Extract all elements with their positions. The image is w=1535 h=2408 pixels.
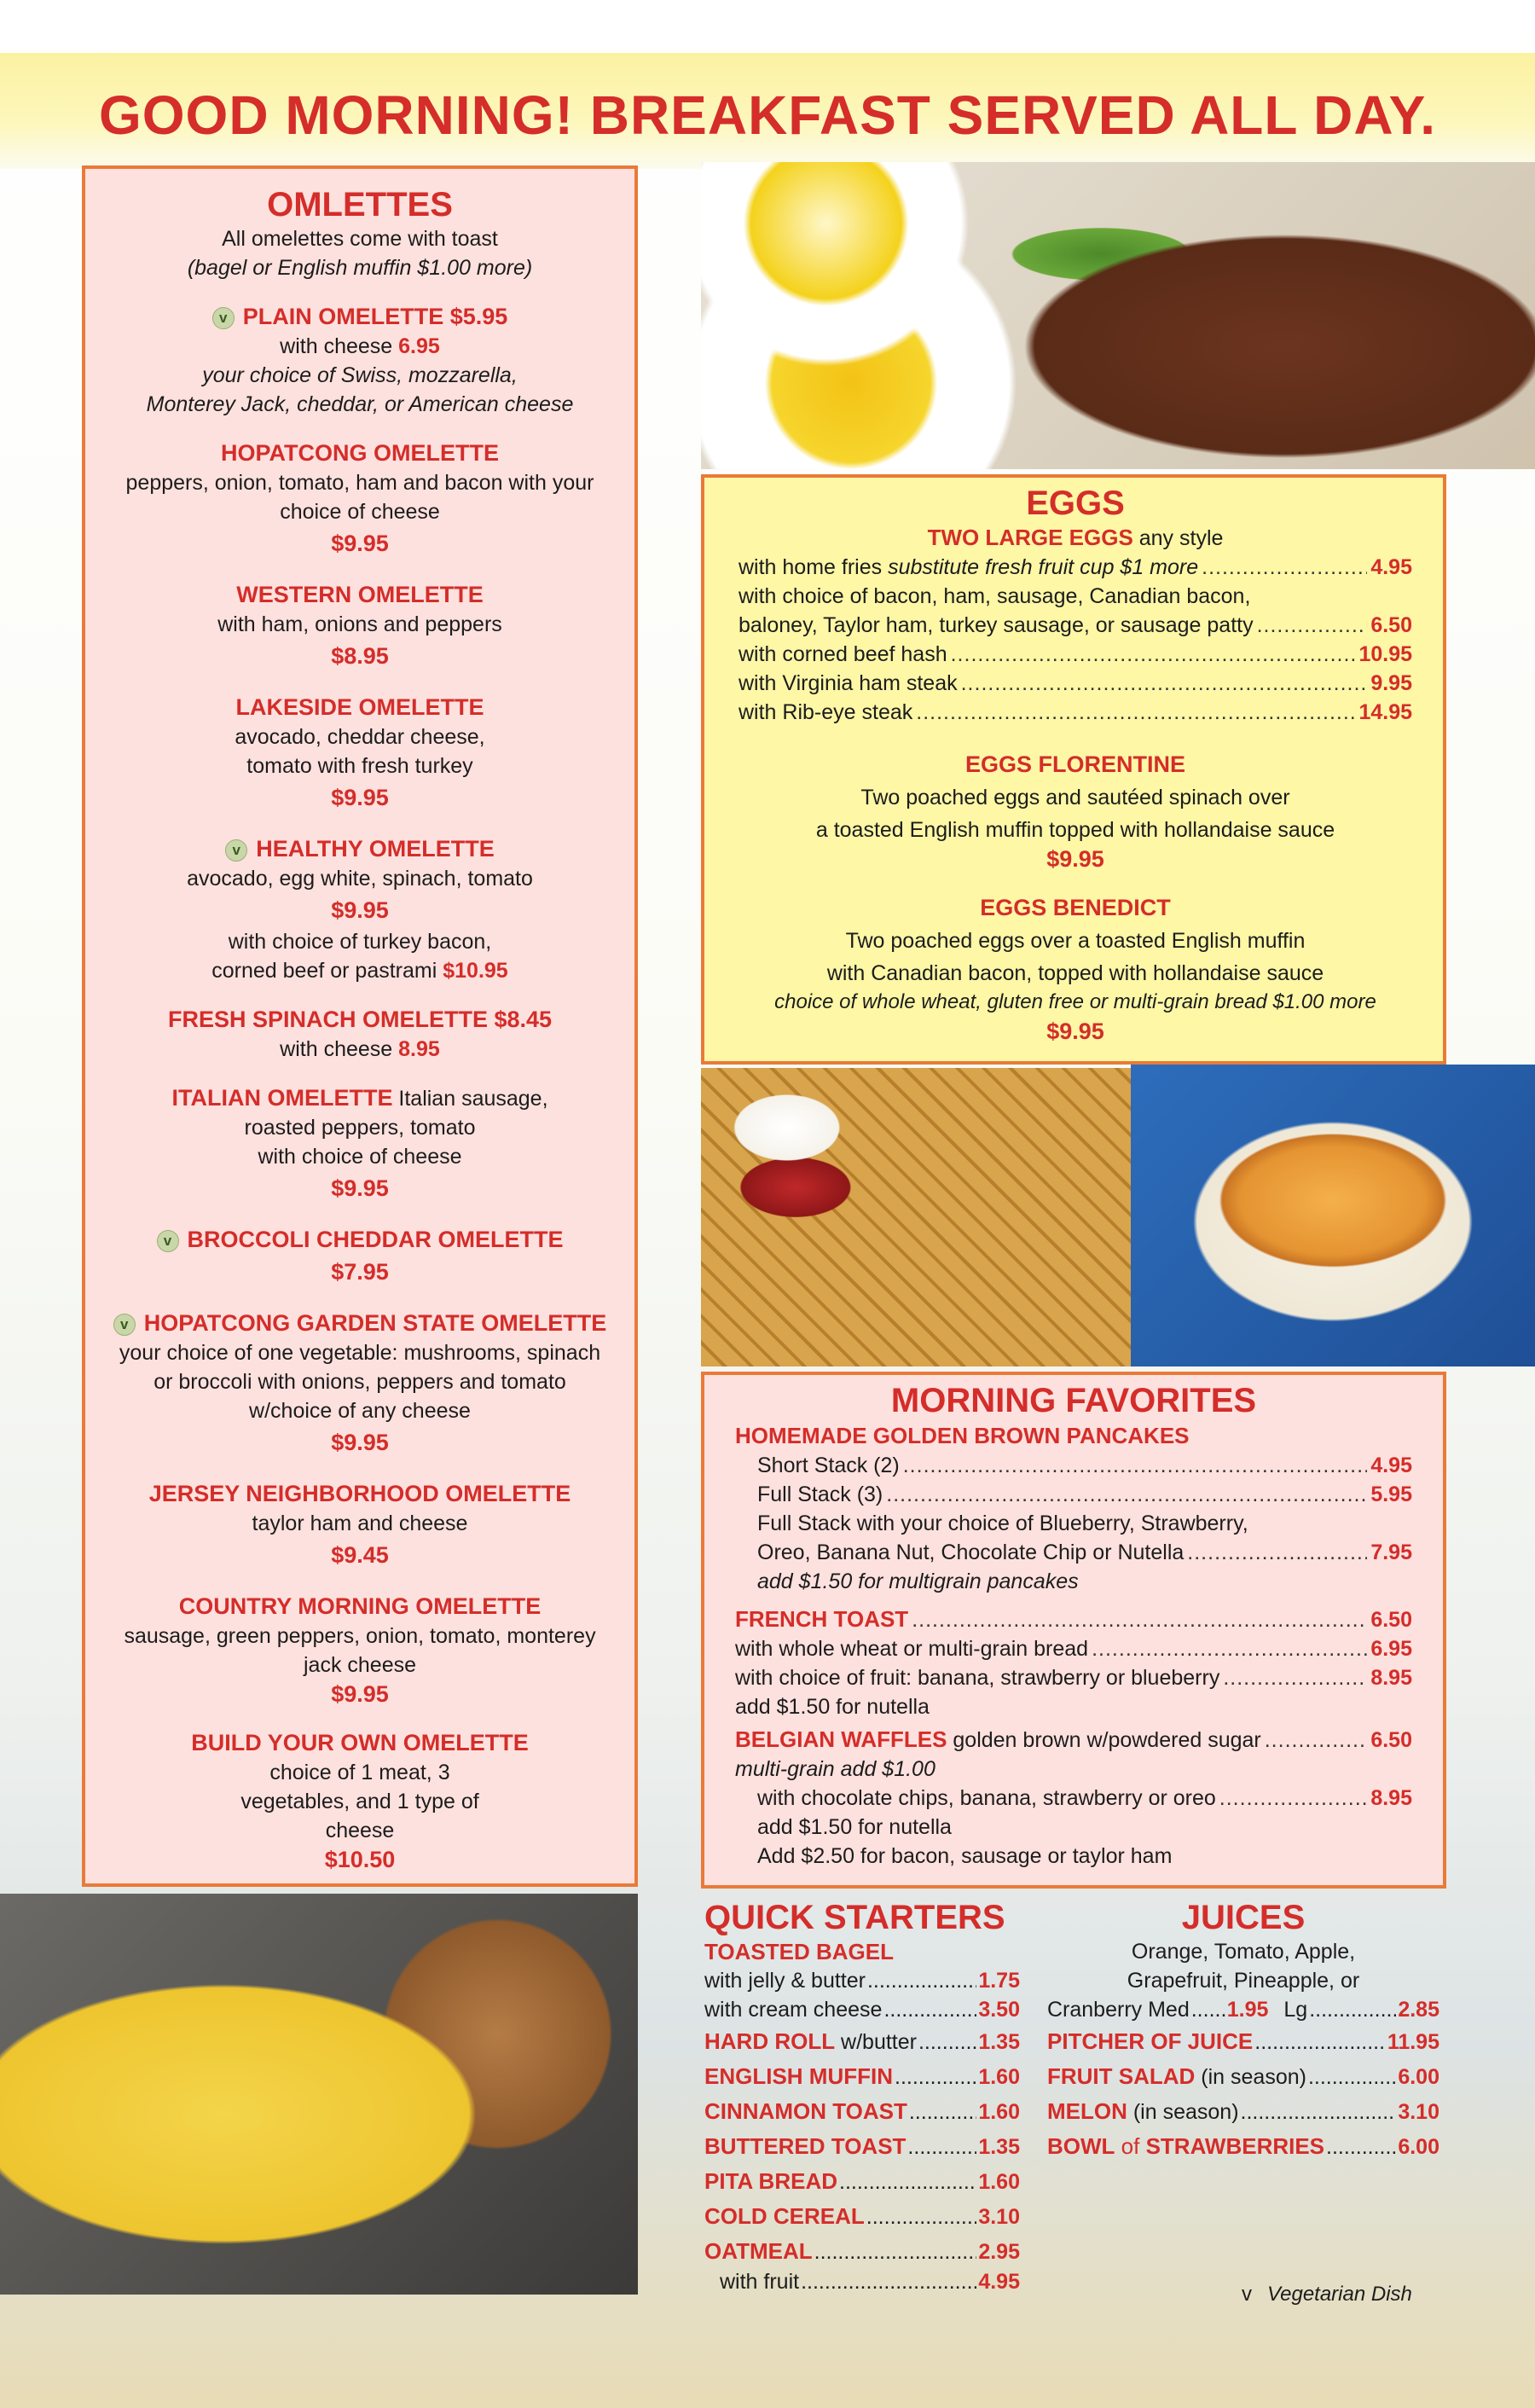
text-eggs-florentine-desc-2: a toasted English muffin topped with hollandaise sauce bbox=[815, 818, 1335, 842]
text-omelettes-italian-price: $9.95 bbox=[331, 1175, 389, 1201]
text-eggs-rows-0-label: with home fries bbox=[739, 555, 889, 579]
text-omelettes-western-name: WESTERN OMELETTE bbox=[236, 582, 484, 607]
text-favorites-full-choice-2: Oreo, Banana Nut, Chocolate Chip or Nutella bbox=[757, 1541, 1185, 1564]
text-juices-bowl-1: BOWL bbox=[1047, 2133, 1115, 2159]
dot-leader bbox=[912, 1605, 1367, 1634]
waffle-photo bbox=[701, 1068, 1131, 1366]
text-favorites-ft-wheat-price: 6.95 bbox=[1370, 1637, 1412, 1661]
text-quick-starters-cereal-price: 3.10 bbox=[978, 2205, 1020, 2229]
text-omelettes-spinach-name: FRESH SPINACH OMELETTE $8.45 bbox=[167, 1007, 553, 1032]
text-quick-starters-pita-price: 1.60 bbox=[978, 2170, 1020, 2194]
text-juices-med-price: 1.95 bbox=[1226, 1998, 1269, 2022]
text-eggs-any-style: any style bbox=[1138, 526, 1224, 550]
quick-starters-section bbox=[704, 1899, 1020, 2295]
text-favorites-french-toast: FRENCH TOAST bbox=[735, 1606, 909, 1632]
text-eggs-rows-0-label-italic: substitute fresh fruit cup $1 more bbox=[888, 555, 1199, 579]
text-omelettes-lakeside-price: $9.95 bbox=[331, 785, 389, 810]
text-juices-salad-price: 6.00 bbox=[1398, 2065, 1439, 2089]
text-favorites-short-price: 4.95 bbox=[1370, 1454, 1412, 1477]
pancake-photo bbox=[1131, 1065, 1535, 1366]
text-eggs-rows-4-label: with Virginia ham steak bbox=[739, 671, 958, 695]
text-juices-pitcher-price: 11.95 bbox=[1387, 2030, 1439, 2054]
text-omelettes-healthy-desc-2: with choice of turkey bacon, bbox=[228, 930, 492, 954]
dot-leader bbox=[1219, 1784, 1368, 1813]
menu-item-plain-omelette bbox=[99, 301, 621, 419]
page-title: GOOD MORNING! BREAKFAST SERVED ALL DAY. bbox=[98, 84, 1437, 146]
vegetarian-symbol: v bbox=[1242, 2283, 1252, 2306]
juices-title: JUICES bbox=[1181, 1899, 1306, 1936]
text-eggs-benedict-desc-1: Two poached eggs over a toasted English muffin bbox=[845, 929, 1306, 953]
menu-item-hopatcong-omelette bbox=[99, 438, 621, 560]
pancakes-list bbox=[735, 1451, 1412, 1596]
menu-item-garden-state-omelette bbox=[99, 1308, 621, 1459]
menu-item-lakeside-omelette bbox=[99, 692, 621, 815]
omelettes-subtitle-note: (bagel or English muffin $1.00 more) bbox=[187, 256, 533, 280]
text-juices-lg: Lg bbox=[1283, 1998, 1308, 2022]
dot-leader bbox=[867, 1966, 976, 1995]
text-eggs-rows-1-label: with choice of bacon, ham, sausage, Canadian bacon, bbox=[739, 584, 1251, 608]
text-quick-starters-cereal: COLD CEREAL bbox=[704, 2203, 865, 2229]
text-quick-starters-pita: PITA BREAD bbox=[704, 2168, 837, 2194]
text-juices-bowl-of: of bbox=[1115, 2133, 1146, 2159]
text-omelettes-broccoli-name: BROCCOLI CHEDDAR OMELETTE bbox=[187, 1227, 564, 1252]
text-omelettes-spinach-cheese-price: 8.95 bbox=[398, 1037, 440, 1061]
dot-leader bbox=[1187, 1538, 1367, 1567]
text-juices-list-1: Orange, Tomato, Apple, bbox=[1131, 1940, 1356, 1964]
text-eggs-rows-5-label: with Rib-eye steak bbox=[739, 700, 913, 724]
text-omelettes-plain-desc-2: Monterey Jack, cheddar, or American cheese bbox=[146, 392, 574, 416]
text-juices-pitcher: PITCHER OF JUICE bbox=[1047, 2028, 1254, 2054]
dot-leader bbox=[951, 640, 1356, 669]
text-omelettes-hopatcong-desc: peppers, onion, tomato, ham and bacon with your choice of cheese bbox=[125, 471, 594, 524]
menu-item-spinach-omelette bbox=[99, 1004, 621, 1064]
text-favorites-ft-price: 6.50 bbox=[1370, 1608, 1412, 1632]
text-favorites-waffles-bacon: Add $2.50 for bacon, sausage or taylor ham bbox=[757, 1844, 1173, 1868]
text-eggs-rows-2-label: baloney, Taylor ham, turkey sausage, or sausage patty bbox=[739, 613, 1254, 637]
text-favorites-waffles-multi: multi-grain add $1.00 bbox=[735, 1757, 935, 1781]
vegetarian-icon: v bbox=[113, 1314, 136, 1336]
text-favorites-full-stack: Full Stack (3) bbox=[757, 1483, 883, 1506]
dot-leader bbox=[1308, 2060, 1396, 2094]
text-footer-veg-note: Vegetarian Dish bbox=[1267, 2283, 1412, 2306]
text-omelettes-country-name: COUNTRY MORNING OMELETTE bbox=[178, 1593, 542, 1619]
quick-starters-title: QUICK STARTERS bbox=[704, 1899, 1005, 1936]
text-omelettes-garden-name: HOPATCONG GARDEN STATE OMELETTE bbox=[143, 1310, 607, 1336]
text-quick-starters-jelly-price: 1.75 bbox=[978, 1969, 1020, 1993]
text-quick-starters-cream-price: 3.50 bbox=[978, 1998, 1020, 2022]
text-juices-melon: MELON bbox=[1047, 2098, 1127, 2124]
text-quick-starters-oatmeal-price: 2.95 bbox=[978, 2240, 1020, 2264]
text-eggs-rows-3-price: 10.95 bbox=[1358, 642, 1412, 666]
text-omelettes-healthy-price: $9.95 bbox=[331, 897, 389, 923]
text-favorites-multigrain: add $1.50 for multigrain pancakes bbox=[757, 1570, 1079, 1593]
text-juices-salad: FRUIT SALAD bbox=[1047, 2063, 1196, 2089]
text-eggs-rows-5-price: 14.95 bbox=[1358, 700, 1412, 724]
text-quick-starters-fruit-price: 4.95 bbox=[978, 2270, 1020, 2294]
eggs-rows bbox=[739, 553, 1412, 727]
text-omelettes-country-desc: sausage, green peppers, onion, tomato, monterey jack cheese bbox=[124, 1624, 596, 1677]
text-omelettes-plain-desc-1: your choice of Swiss, mozzarella, bbox=[202, 363, 518, 387]
text-omelettes-healthy-name: HEALTHY OMELETTE bbox=[256, 836, 495, 862]
text-favorites-waffles-desc: golden brown w/powdered sugar bbox=[953, 1728, 1261, 1752]
text-eggs-florentine-price: $9.95 bbox=[1046, 846, 1104, 872]
dot-leader bbox=[918, 2025, 976, 2059]
text-juices-salad-note: (in season) bbox=[1201, 2065, 1306, 2089]
menu-item-western-omelette bbox=[99, 579, 621, 673]
text-quick-starters-buttered-price: 1.35 bbox=[978, 2135, 1020, 2159]
dot-leader bbox=[814, 2235, 977, 2269]
text-favorites-ft-wheat: with whole wheat or multi-grain bread bbox=[735, 1637, 1089, 1661]
steak-and-eggs-photo bbox=[701, 162, 1535, 469]
text-omelettes-western-desc: with ham, onions and peppers bbox=[217, 612, 502, 636]
text-favorites-ft-fruit-price: 8.95 bbox=[1370, 1666, 1412, 1690]
text-quick-starters-hard-roll-desc: w/butter bbox=[835, 2030, 917, 2054]
text-omelettes-garden-price: $9.95 bbox=[331, 1430, 389, 1455]
dot-leader bbox=[1092, 1634, 1367, 1663]
dot-leader bbox=[886, 1480, 1367, 1509]
text-quick-starters-jelly: with jelly & butter bbox=[704, 1969, 866, 1993]
menu-item-country-omelette bbox=[99, 1591, 621, 1709]
text-quick-starters-oatmeal: OATMEAL bbox=[704, 2238, 813, 2264]
text-favorites-ft-fruit: with choice of fruit: banana, strawberry or blueberry bbox=[735, 1666, 1220, 1690]
text-eggs-rows-2-price: 6.50 bbox=[1370, 613, 1412, 637]
menu-item-broccoli-omelette bbox=[99, 1224, 621, 1289]
dot-leader bbox=[895, 2060, 976, 2094]
french-toast-list bbox=[735, 1604, 1412, 1721]
dot-leader bbox=[916, 698, 1355, 727]
text-omelettes-western-price: $8.95 bbox=[331, 643, 389, 669]
dot-leader bbox=[1191, 1995, 1225, 2024]
text-omelettes-plain-with-cheese: with cheese bbox=[280, 334, 393, 358]
text-quick-starters-english: ENGLISH MUFFIN bbox=[704, 2063, 893, 2089]
text-quick-starters-hard-roll: HARD ROLL bbox=[704, 2028, 836, 2054]
text-favorites-full-choice-price: 7.95 bbox=[1370, 1541, 1412, 1564]
text-eggs-benedict-price: $9.95 bbox=[1046, 1018, 1104, 1044]
omelettes-title: OMLETTES bbox=[267, 186, 453, 223]
text-juices-bowl-2: STRAWBERRIES bbox=[1145, 2133, 1325, 2159]
morning-favorites-title: MORNING FAVORITES bbox=[890, 1382, 1257, 1419]
text-juices-lg-price: 2.85 bbox=[1398, 1998, 1439, 2022]
text-favorites-waffles: BELGIAN WAFFLES bbox=[735, 1726, 947, 1752]
text-quick-starters-cinnamon: CINNAMON TOAST bbox=[704, 2098, 907, 2124]
text-eggs-rows-4-price: 9.95 bbox=[1370, 671, 1412, 695]
text-omelettes-italian-name: ITALIAN OMELETTE bbox=[171, 1085, 393, 1111]
text-omelettes-healthy-desc-3: corned beef or pastrami bbox=[211, 959, 437, 983]
text-omelettes-garden-desc: your choice of one vegetable: mushrooms, spinach or broccoli with onions, peppers and tomato w/choice of any cheese bbox=[119, 1341, 601, 1423]
eggs-title: EGGS bbox=[1026, 485, 1125, 522]
text-favorites-waffles-choc-price: 8.95 bbox=[1370, 1786, 1412, 1810]
text-favorites-waffles-price: 6.50 bbox=[1370, 1728, 1412, 1752]
text-juices-cranberry: Cranberry Med bbox=[1047, 1998, 1190, 2022]
dot-leader bbox=[866, 2200, 977, 2234]
menu-item-build-your-own bbox=[99, 1727, 621, 1874]
text-favorites-full-choice-1: Full Stack with your choice of Blueberry, Strawberry, bbox=[757, 1512, 1248, 1535]
text-omelettes-italian-desc-inline: Italian sausage, bbox=[398, 1087, 548, 1111]
dot-leader bbox=[1309, 1995, 1396, 2024]
text-juices-list-2: Grapefruit, Pineapple, or bbox=[1127, 1969, 1360, 1993]
menu-item-italian-omelette bbox=[99, 1082, 621, 1205]
menu-item-eggs-florentine bbox=[739, 749, 1412, 873]
text-omelettes-jersey-price: $9.45 bbox=[331, 1542, 389, 1568]
text-eggs-benedict-name: EGGS BENEDICT bbox=[980, 895, 1171, 920]
dot-leader bbox=[909, 2095, 976, 2129]
two-large-eggs: TWO LARGE EGGS bbox=[927, 525, 1133, 550]
text-juices-bowl-price: 6.00 bbox=[1398, 2135, 1439, 2159]
dot-leader bbox=[1265, 1726, 1368, 1755]
text-omelettes-jersey-desc: taylor ham and cheese bbox=[252, 1512, 468, 1535]
text-omelettes-lakeside-desc: avocado, cheddar cheese, tomato with fresh turkey bbox=[235, 725, 485, 778]
dot-leader bbox=[883, 1995, 976, 2024]
text-omelettes-hopatcong-price: $9.95 bbox=[331, 531, 389, 556]
dot-leader bbox=[1326, 2130, 1396, 2164]
text-quick-starters-cream: with cream cheese bbox=[704, 1998, 883, 2022]
text-omelettes-broccoli-price: $7.95 bbox=[331, 1259, 389, 1285]
text-omelettes-hopatcong-name: HOPATCONG OMELETTE bbox=[221, 440, 499, 466]
text-omelettes-plain-name: PLAIN OMELETTE $5.95 bbox=[242, 304, 508, 329]
text-favorites-short-stack: Short Stack (2) bbox=[757, 1454, 900, 1477]
text-eggs-florentine-desc-1: Two poached eggs and sautéed spinach over bbox=[860, 786, 1290, 809]
vegetarian-icon: v bbox=[225, 839, 247, 862]
omelettes-panel bbox=[82, 165, 638, 1887]
dot-leader bbox=[907, 2130, 976, 2164]
pancakes-heading: HOMEMADE GOLDEN BROWN PANCAKES bbox=[735, 1423, 1190, 1448]
omelettes-subtitle: All omelettes come with toast bbox=[222, 227, 498, 251]
text-quick-starters-english-price: 1.60 bbox=[978, 2065, 1020, 2089]
text-omelettes-spinach-with-cheese: with cheese bbox=[280, 1037, 393, 1061]
dot-leader bbox=[961, 669, 1368, 698]
menu-item-eggs-benedict bbox=[739, 892, 1412, 1046]
vegetarian-icon: v bbox=[157, 1230, 179, 1252]
text-omelettes-build-price: $10.50 bbox=[324, 1847, 396, 1872]
juices-section bbox=[1047, 1899, 1439, 2164]
menu-item-healthy-omelette bbox=[99, 833, 621, 985]
text-juices-melon-price: 3.10 bbox=[1398, 2100, 1439, 2124]
menu-item-jersey-omelette bbox=[99, 1478, 621, 1572]
text-juices-melon-note: (in season) bbox=[1132, 2100, 1239, 2124]
text-omelettes-italian-desc: roasted peppers, tomato with choice of cheese bbox=[244, 1116, 476, 1169]
text-eggs-benedict-desc-3: choice of whole wheat, gluten free or multi-grain bread $1.00 more bbox=[774, 990, 1376, 1013]
text-omelettes-build-desc: choice of 1 meat, 3 vegetables, and 1 type of cheese bbox=[240, 1761, 479, 1842]
omelette-photo bbox=[0, 1894, 638, 2295]
text-omelettes-country-price: $9.95 bbox=[331, 1681, 389, 1707]
text-eggs-florentine-name: EGGS FLORENTINE bbox=[964, 751, 1186, 777]
dot-leader bbox=[839, 2165, 976, 2199]
text-omelettes-lakeside-name: LAKESIDE OMELETTE bbox=[235, 694, 484, 720]
vegetarian-icon: v bbox=[212, 307, 235, 329]
dot-leader bbox=[801, 2269, 976, 2295]
dot-leader bbox=[1202, 553, 1367, 582]
text-omelettes-healthy-price-2: $10.95 bbox=[443, 959, 508, 983]
text-quick-starters-hard-roll-price: 1.35 bbox=[978, 2030, 1020, 2054]
text-omelettes-build-name: BUILD YOUR OWN OMELETTE bbox=[191, 1730, 529, 1755]
text-quick-starters-cinnamon-price: 1.60 bbox=[978, 2100, 1020, 2124]
text-favorites-ft-nutella: add $1.50 for nutella bbox=[735, 1695, 930, 1719]
text-quick-starters-bagel: TOASTED BAGEL bbox=[704, 1939, 894, 1964]
text-omelettes-healthy-desc: avocado, egg white, spinach, tomato bbox=[187, 867, 533, 891]
dot-leader bbox=[1241, 2095, 1397, 2129]
text-omelettes-jersey-name: JERSEY NEIGHBORHOOD OMELETTE bbox=[148, 1481, 571, 1506]
text-favorites-waffles-nutella: add $1.50 for nutella bbox=[757, 1815, 952, 1839]
text-favorites-full-price: 5.95 bbox=[1370, 1483, 1412, 1506]
dot-leader bbox=[903, 1451, 1368, 1480]
text-eggs-rows-3-label: with corned beef hash bbox=[739, 642, 947, 666]
morning-favorites-panel bbox=[701, 1372, 1446, 1889]
dot-leader bbox=[1254, 2025, 1386, 2059]
vegetarian-legend bbox=[1242, 2283, 1412, 2306]
text-favorites-waffles-choc: with chocolate chips, banana, strawberry or oreo bbox=[757, 1786, 1216, 1810]
eggs-panel bbox=[701, 474, 1446, 1065]
text-eggs-benedict-desc-2: with Canadian bacon, topped with hollandaise sauce bbox=[826, 961, 1324, 985]
text-eggs-rows-0-price: 4.95 bbox=[1370, 555, 1412, 579]
dot-leader bbox=[1257, 611, 1368, 640]
text-quick-starters-buttered: BUTTERED TOAST bbox=[704, 2133, 907, 2159]
dot-leader bbox=[1223, 1663, 1367, 1692]
waffles-list bbox=[735, 1725, 1412, 1871]
text-quick-starters-fruit: with fruit bbox=[720, 2270, 800, 2294]
text-omelettes-plain-cheese-price: 6.95 bbox=[398, 334, 440, 358]
